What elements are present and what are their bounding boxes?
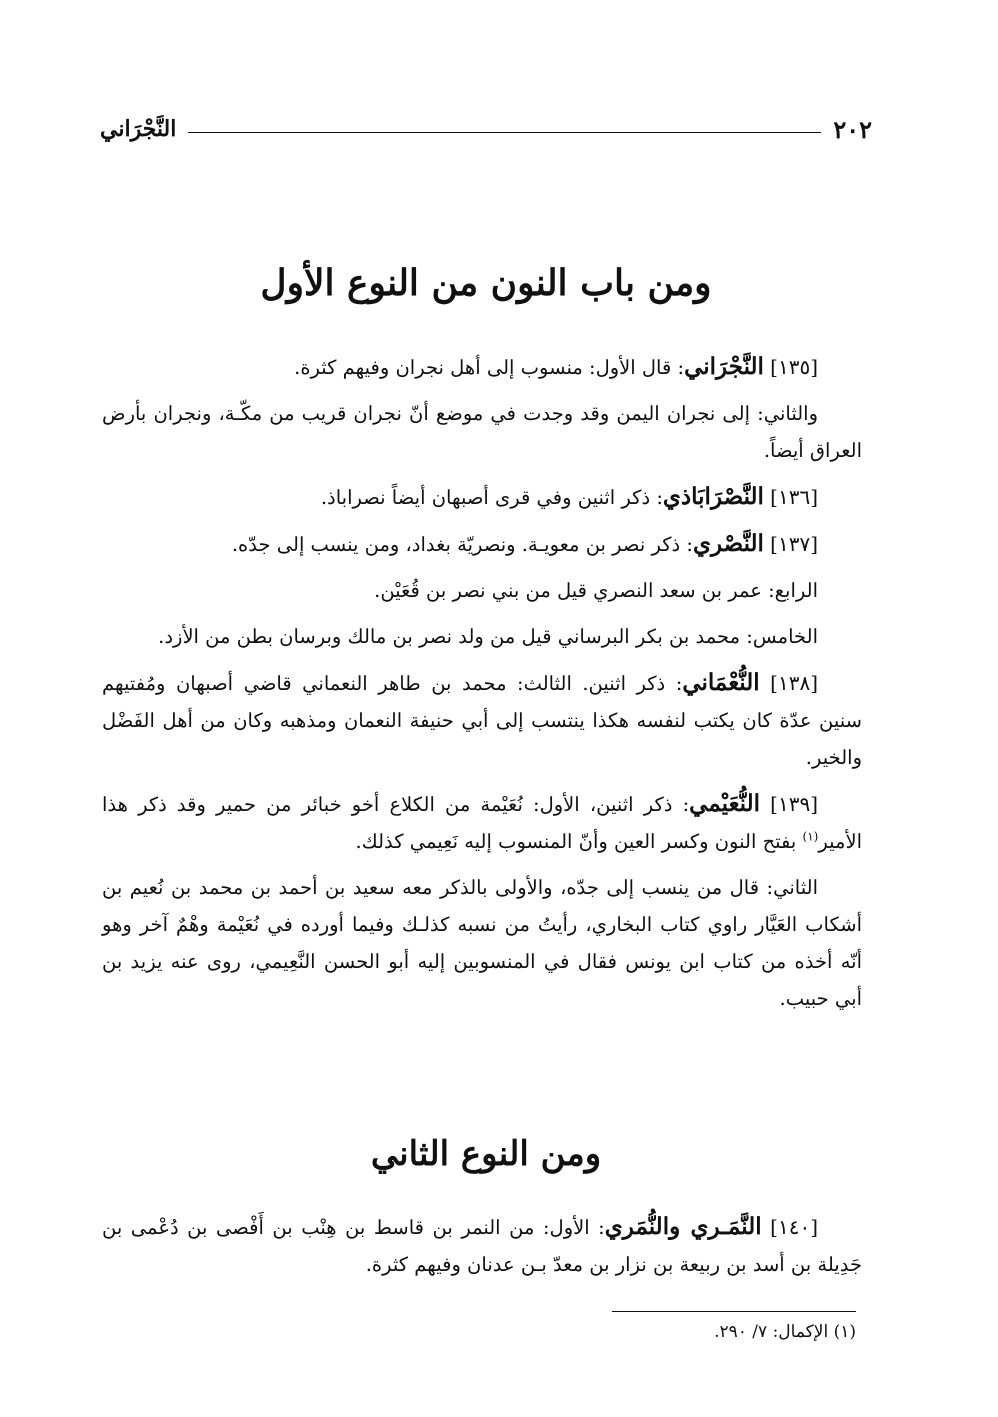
entry-name: النَّصْري	[692, 530, 764, 557]
entry-name: النَّمَـري والنُّمَري	[604, 1213, 762, 1240]
entry-136	[102, 478, 862, 516]
entry-number: [١٣٧]	[770, 532, 818, 556]
entry-139-second	[102, 869, 862, 1017]
entry-number: [١٣٨]	[770, 671, 819, 695]
footnote-mark: (١)	[802, 829, 819, 844]
entry-135	[102, 348, 862, 386]
entry-name: النَّصْرَابَاذي	[662, 483, 764, 510]
running-title: النَّجْرَاني	[100, 116, 177, 142]
entry-137-fourth	[102, 572, 862, 609]
footnote: (١) الإكمال: ٧/ ٢٩٠.	[714, 1322, 856, 1342]
entry-name: النَّجْرَاني	[684, 353, 764, 380]
entry-140	[102, 1208, 862, 1283]
entry-text: الثاني: قال من ينسب إلى جدّه، والأولى بالذكر معه سعيد بن أحمد بن محمد بن نُعيم بن أشكاب العَيَّار راوي كتاب البخاري، رأيتُ من نسبه كذلـك وفيما أورده في نُعَيْمة وهْمٌ آخر وهو أنّه أخذه من كتاب ابن يونس فقال في المنسوبين إليه أبو الحسن النَّعِيمي، روى عنه يزيد بن أبي حبيب.	[102, 876, 862, 1010]
entry-number: [١٣٩]	[770, 792, 818, 816]
entry-text: والثاني: إلى نجران اليمن وقد وجدت في موضع أنّ نجران قريب من مكّـة، ونجران بأرض العراق أيضاً.	[102, 402, 862, 462]
entry-number: [١٤٠]	[770, 1215, 818, 1239]
section-heading-second-type: ومن النوع الثاني	[370, 1134, 602, 1174]
entry-text: : ذكر اثنين وفي قرى أصبهان أيضاً نصراباذ.	[320, 486, 663, 509]
entries-block-second-type	[102, 1208, 862, 1292]
entry-text: الخامس: محمد بن بكر البرساني قيل من ولد نصر بن مالك وبرسان بطن من الأزد.	[158, 625, 818, 648]
entry-number: [١٣٦]	[770, 485, 818, 509]
section-heading-first-type: ومن باب النون من النوع الأول	[260, 262, 712, 304]
page-number: ٢٠٢	[833, 114, 872, 144]
entry-number: [١٣٥]	[770, 355, 818, 379]
footnote-rule	[612, 1311, 856, 1312]
header-rule	[188, 132, 821, 133]
entry-text: : قال الأول: منسوب إلى أهل نجران وفيهم كثرة.	[294, 356, 685, 379]
entry-text: : ذكر اثنين. الثالث: محمد بن طاهر النعماني قاضي أصبهان ومُفتيهم سنين عدّة كان يكتب لنفسه هكذا ينتسب إلى أبي حنيفة النعمان ومذهبه وكان من أهل الفَضْل والخير.	[102, 672, 862, 769]
running-header	[100, 112, 872, 146]
entry-137	[102, 525, 862, 563]
entry-text: : ذكر اثنين، الأول: نُعَيْمة من الكلاع أخو خبائر من حمير وقد ذكر هذا الأمير	[102, 793, 862, 853]
entry-text: : الأول: من النمر بن قاسط بن هِنْب بن أَفْصى بن دُعْمى بن جَدِيلة بن أسد بن ربيعة بن نزار بن معدّ بـن عدنان وفيهم كثرة.	[102, 1216, 862, 1276]
entry-135-second	[102, 395, 862, 469]
entries-block-first-type	[102, 348, 862, 1026]
entry-text: الرابع: عمر بن سعد النصري قيل من بني نصر بن قُعَيْن.	[374, 579, 818, 602]
entry-139	[102, 785, 862, 860]
entry-text: : ذكر نصر بن معويـة. ونصريّة بغداد، ومن ينسب إلى جدّه.	[231, 533, 693, 556]
entry-name: النُّعْمَاني	[682, 669, 760, 696]
entry-137-fifth	[102, 618, 862, 655]
entry-text-continued: بفتح النون وكسر العين وأنّ المنسوب إليه نَعِيمي كذلك.	[355, 830, 803, 853]
entry-name: النُّعَيْمي	[689, 790, 760, 817]
entry-138	[102, 664, 862, 776]
